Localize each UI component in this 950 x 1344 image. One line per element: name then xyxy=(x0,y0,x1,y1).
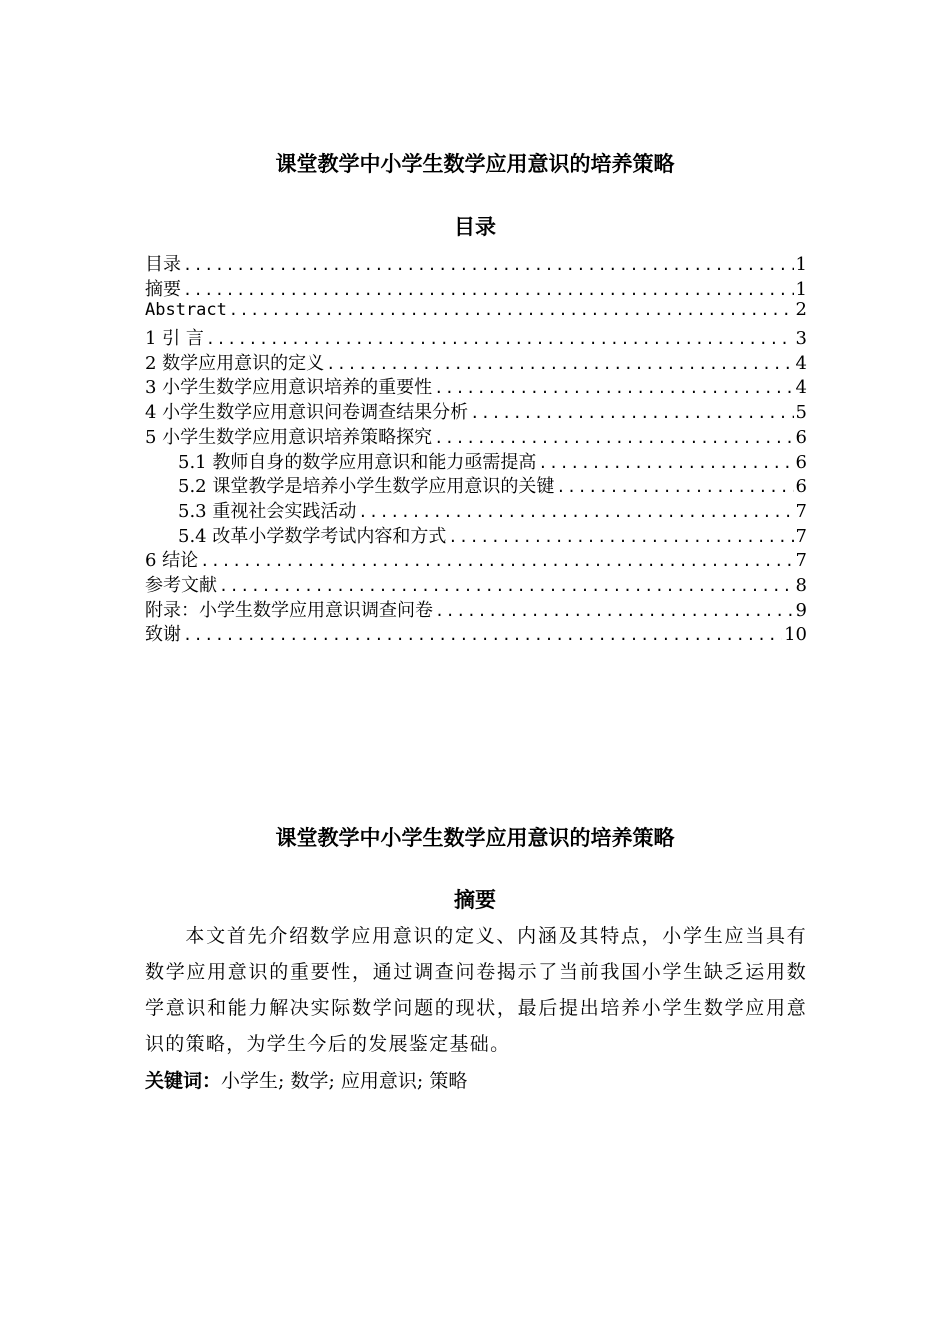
toc-entry[interactable] xyxy=(145,596,807,621)
toc-entry-page: 10 xyxy=(784,624,807,646)
toc-entry-label: 摘要 xyxy=(145,278,181,300)
toc-entry[interactable] xyxy=(145,448,807,473)
toc-leader-dots xyxy=(219,577,794,595)
abstract-text: 本文首先介绍数学应用意识的定义、内涵及其特点，小学生应当具有数学应用意识的重要性，通过调查问卷揭示了当前我国小学生缺乏运用数学意识和能力解决实际数学问题的现状，最后提出培养小学生数学应用意识的策略，为学生今后的发展鉴定基础。 xyxy=(145,925,807,1055)
abstract-paragraph xyxy=(145,918,807,1062)
toc-entry-label: 2 数学应用意识的定义 xyxy=(145,352,325,374)
toc-entry[interactable] xyxy=(145,349,807,374)
toc-entry-label: Abstract xyxy=(145,300,227,321)
toc-entry-label: 5.4 改革小学数学考试内容和方式 xyxy=(178,525,447,547)
toc-leader-dots xyxy=(448,528,793,546)
toc-leader-dots xyxy=(200,552,793,570)
toc-entry-page: 6 xyxy=(795,451,807,473)
toc-entry-page: 4 xyxy=(795,377,807,399)
keywords-line xyxy=(145,1066,467,1093)
toc-leader-dots xyxy=(183,626,782,644)
toc-entry-page: 7 xyxy=(795,550,807,572)
toc-leader-dots xyxy=(229,301,794,319)
toc-leader-dots xyxy=(183,281,794,299)
toc-leader-dots xyxy=(538,454,793,472)
toc-entry[interactable] xyxy=(145,472,807,497)
toc-entry-page: 6 xyxy=(795,426,807,448)
toc-leader-dots xyxy=(556,478,793,496)
toc-entry[interactable] xyxy=(145,373,807,398)
toc-entry-page: 7 xyxy=(795,500,807,522)
toc-entry-label: 3 小学生数学应用意识培养的重要性 xyxy=(145,377,433,399)
keywords-text: 小学生; 数学; 应用意识; 策略 xyxy=(221,1070,468,1092)
toc-entry-label: 参考文献 xyxy=(145,574,217,596)
toc-entry-page: 6 xyxy=(795,476,807,498)
toc-entry-label: 5.2 课堂教学是培养小学生数学应用意识的关键 xyxy=(178,476,555,498)
toc-leader-dots xyxy=(183,256,794,274)
toc-entry-page: 5 xyxy=(795,402,807,424)
toc-entry-label: 1 引 言 xyxy=(145,328,204,350)
toc-entry-label: 附录：小学生数学应用意识调查问卷 xyxy=(145,599,433,621)
toc-entry-page: 3 xyxy=(795,328,807,350)
toc-entry[interactable] xyxy=(145,620,807,645)
toc-entry[interactable] xyxy=(145,497,807,522)
toc-leader-dots xyxy=(434,379,793,397)
toc-entry-label: 目录 xyxy=(145,254,181,275)
document-title: 课堂教学中小学生数学应用意识的培养策略 xyxy=(275,152,675,176)
toc-heading: 目录 xyxy=(454,215,496,239)
toc-leader-dots xyxy=(470,404,793,422)
toc-leader-dots xyxy=(358,503,793,521)
toc-entry-label: 4 小学生数学应用意识问卷调查结果分析 xyxy=(145,402,469,424)
toc-entry-label: 5 小学生数学应用意识培养策略探究 xyxy=(145,426,433,448)
toc-entry[interactable] xyxy=(145,250,807,275)
toc-entry[interactable] xyxy=(145,546,807,571)
toc-entry-page: 9 xyxy=(795,599,807,621)
toc-entry-label: 6 结论 xyxy=(145,550,199,572)
toc-entry-page: 1 xyxy=(795,278,807,300)
toc-leader-dots xyxy=(206,330,794,348)
toc-entry[interactable] xyxy=(145,299,807,324)
toc-entry-page: 1 xyxy=(795,254,807,275)
toc-entry-label: 致谢 xyxy=(145,624,181,646)
toc-entry[interactable] xyxy=(145,522,807,547)
abstract-heading: 摘要 xyxy=(454,888,496,912)
toc-entry-label: 5.1 教师自身的数学应用意识和能力亟需提高 xyxy=(178,451,537,473)
toc-leader-dots xyxy=(434,429,793,447)
toc-entry-page: 2 xyxy=(795,299,807,321)
toc-entry[interactable] xyxy=(145,398,807,423)
table-of-contents xyxy=(145,250,807,645)
keywords-label: 关键词： xyxy=(145,1070,222,1092)
toc-leader-dots xyxy=(326,355,793,373)
toc-leader-dots xyxy=(435,602,794,620)
toc-entry[interactable] xyxy=(145,275,807,300)
toc-entry[interactable] xyxy=(145,324,807,349)
abstract-page-title: 课堂教学中小学生数学应用意识的培养策略 xyxy=(275,826,675,850)
toc-entry[interactable] xyxy=(145,423,807,448)
toc-entry-page: 4 xyxy=(795,352,807,374)
toc-entry-label: 5.3 重视社会实践活动 xyxy=(178,500,357,522)
toc-entry[interactable] xyxy=(145,571,807,596)
toc-entry-page: 7 xyxy=(795,525,807,547)
toc-entry-page: 8 xyxy=(795,574,807,596)
